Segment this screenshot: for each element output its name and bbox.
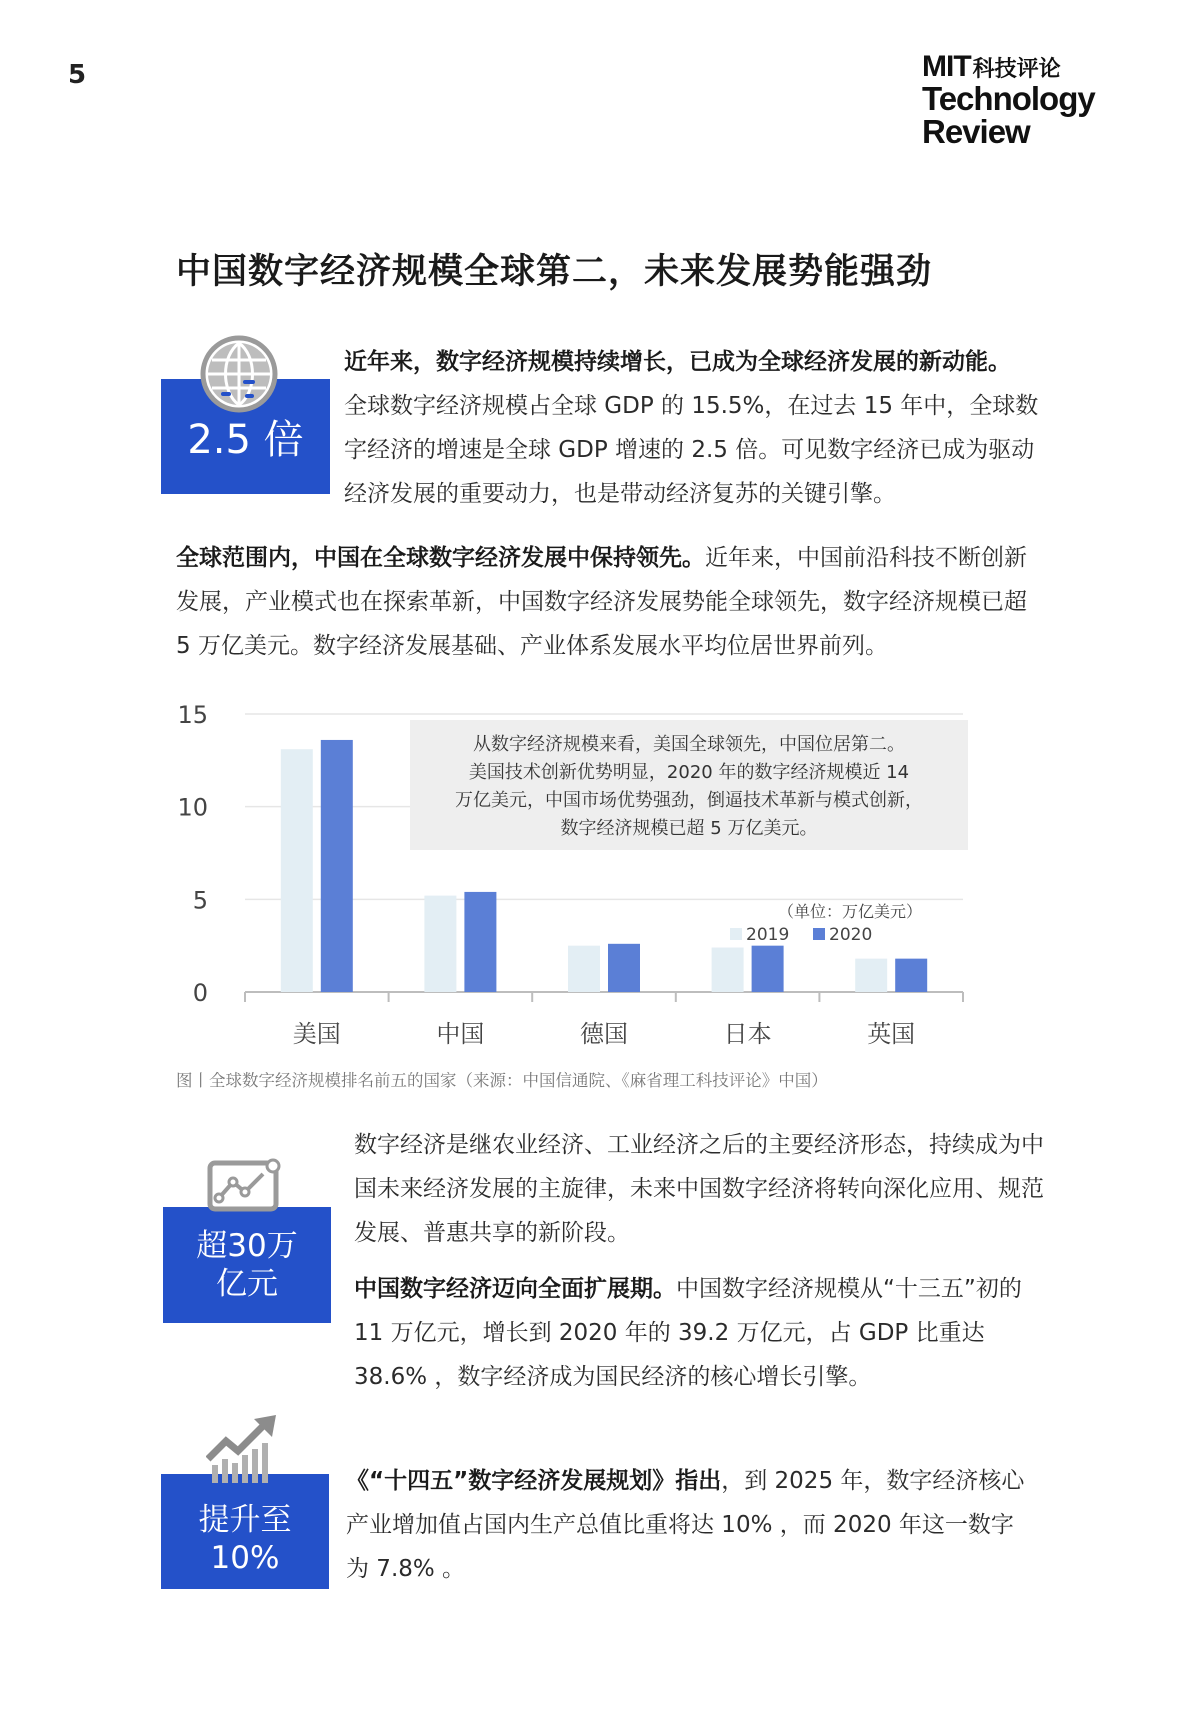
y-tick-label: 0	[192, 979, 208, 1007]
section1-lead: 近年来，数字经济规模持续增长，已成为全球经济发展的新动能。	[344, 349, 1011, 375]
section1-text	[344, 340, 1044, 516]
section4-lead: 《“十四五”数字经济发展规划》指出	[346, 1468, 722, 1494]
stat-30t-line2: 亿元	[215, 1266, 278, 1302]
logo-technology: Technology	[922, 80, 1095, 117]
bar-2019	[568, 946, 600, 992]
annotation-line: 数字经济规模已超 5 万亿美元。	[560, 818, 818, 839]
section2-text	[176, 536, 1036, 668]
logo-review: Review	[922, 113, 1030, 150]
section3-lead: 中国数字经济迈向全面扩展期。	[354, 1276, 676, 1302]
legend-swatch-2020	[813, 928, 825, 940]
bar-2019	[712, 948, 744, 992]
annotation-line: 从数字经济规模来看，美国全球领先，中国位居第二。	[473, 734, 905, 755]
figure-caption: 图丨全球数字经济规模排名前五的国家（来源：中国信通院、《麻省理工科技评论》中国）	[176, 1071, 828, 1090]
bar-2019	[424, 896, 456, 992]
bar-2020	[608, 944, 640, 992]
stat-10pct-line2: 10%	[210, 1539, 280, 1576]
data-chart-icon	[205, 1158, 285, 1214]
section2-body: 近年来，中国前沿科技不断创新发展，产业模式也在探索革新，中国数字经济发展势能全球领先，数字经济规模已超 5 万亿美元。数字经济发展基础、产业体系发展水平均位居世界前列。	[176, 545, 1027, 659]
section2-lead: 全球范围内，中国在全球数字经济发展中保持领先。	[176, 545, 705, 571]
x-tick-label: 德国	[580, 1020, 628, 1048]
bar-2020	[895, 959, 927, 992]
annotation-line: 万亿美元，中国市场优势强劲，倒逼技术革新与模式创新，	[455, 790, 923, 811]
section4-body: ，到 2025 年，数字经济核心产业增加值占国内生产总值比重将达 10% ，而 2020 年这一数字为 7.8% 。	[346, 1468, 1025, 1582]
section4-text	[346, 1459, 1036, 1591]
page-title: 中国数字经济规模全球第二，未来发展势能强劲	[176, 252, 933, 292]
bar-2020	[321, 740, 353, 992]
stat-box-10pct	[161, 1474, 329, 1589]
bar-2020	[752, 946, 784, 992]
x-tick-label: 中国	[436, 1020, 485, 1048]
stat-30t-line1: 超30万	[196, 1228, 298, 1264]
section3-text	[354, 1123, 1044, 1399]
bar-2020	[464, 892, 496, 992]
legend-label: 2019	[746, 925, 790, 945]
y-tick-label: 15	[177, 701, 208, 729]
legend-swatch-2019	[730, 928, 742, 940]
chart-legend	[730, 925, 872, 945]
unit-label: （单位：万亿美元）	[777, 902, 922, 921]
globe-icon	[199, 334, 279, 414]
y-tick-label: 5	[192, 886, 208, 915]
mit-technology-review-logo	[922, 50, 1095, 150]
legend-label: 2020	[829, 925, 873, 945]
bar-chart	[170, 690, 970, 1050]
page-number: 5	[68, 60, 87, 90]
logo-cn: 科技评论	[972, 57, 1061, 82]
stat-box-30t	[163, 1207, 331, 1323]
annotation-line: 美国技术创新优势明显，2020 年的数字经济规模近 14	[468, 762, 910, 783]
x-tick-label: 日本	[723, 1020, 772, 1048]
logo-mit: MIT	[922, 50, 971, 83]
x-tick-label: 美国	[292, 1020, 341, 1048]
bar-2019	[855, 959, 887, 992]
bar-2019	[281, 749, 313, 992]
x-tick-label: 英国	[867, 1020, 916, 1048]
y-tick-label: 10	[177, 793, 208, 822]
section3-para1: 数字经济是继农业经济、工业经济之后的主要经济形态，持续成为中国未来经济发展的主旋律，未来中国数字经济将转向深化应用、规范发展、普惠共享的新阶段。	[354, 1132, 1044, 1246]
section3-body: 中国数字经济规模从“十三五”初的 11 万亿元，增长到 2020 年的 39.2 万亿元，占 GDP 比重达 38.6% ，数字经济成为国民经济的核心增长引擎。	[354, 1276, 1022, 1390]
growth-arrow-icon	[206, 1413, 282, 1485]
section1-body: 全球数字经济规模占全球 GDP 的 15.5%，在过去 15 年中，全球数字经济的增速是全球 GDP 增速的 2.5 倍。可见数字经济已成为驱动经济发展的重要动力，也是带动经济复苏的关键引擎。	[344, 393, 1039, 507]
stat-10pct-line1: 提升至	[198, 1501, 292, 1538]
stat-2-5x: 2.5 倍	[187, 417, 304, 463]
